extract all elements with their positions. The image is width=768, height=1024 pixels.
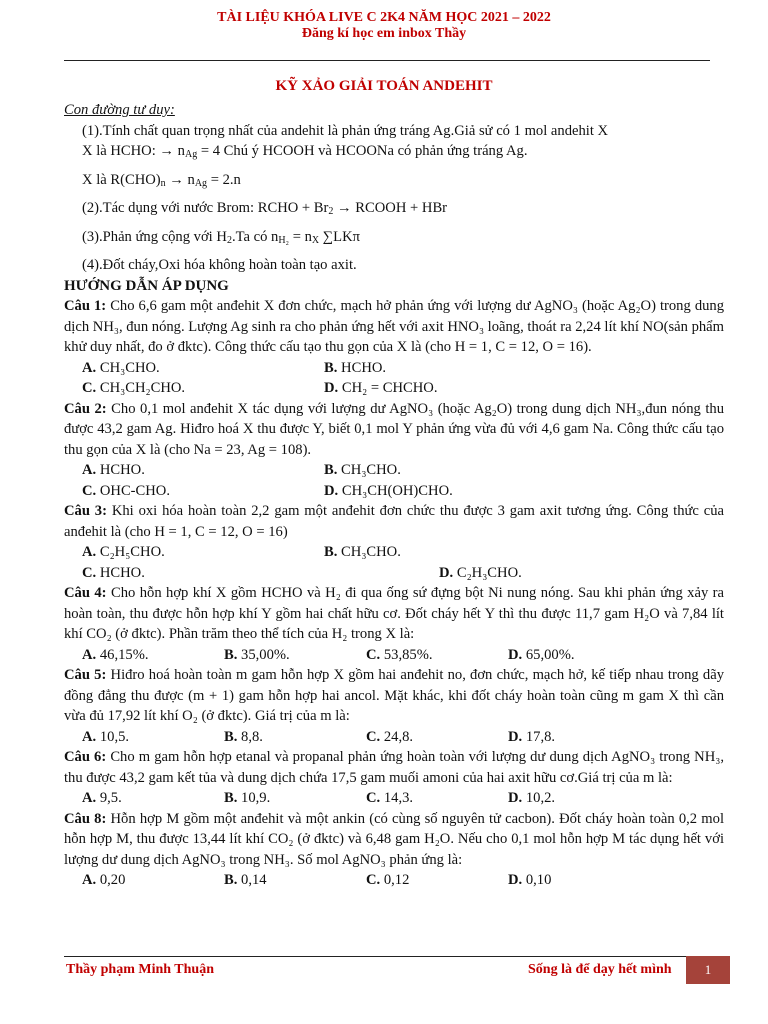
question-3-options-row1 xyxy=(64,542,724,563)
question-2-options-row2 xyxy=(64,481,724,502)
question-8: Câu 8: Hỗn hợp M gồm một anđehit và một ankin (có cùng số nguyên tử cacbon). Đốt cháy hoàn toàn 0,2 mol hỗn hợp M, thu được 13,44 lít khí CO₂ (ở đktc) và 6,48 gam H₂O. Nếu cho 0,1 mol hỗn hợp M tác dụng hết với lượng dư dung dịch AgNO₃ trong NH₃. Số mol AgNO₃ phản ứng là: xyxy=(64,810,724,868)
question-3: Câu 3: Khi oxi hóa hoàn toàn 2,2 gam một anđehit đơn chức thu được 3 gam axit tương ứng. Công thức của anđehit là (cho H = 1, C = 12, O = 16) xyxy=(64,503,724,540)
question-6: Câu 6: Cho m gam hỗn hợp etanal và propanal phản ứng hoàn toàn với lượng dư dung dịch AgNO₃ trong NH₃, thu được 43,2 gam kết tủa và dung dịch chứa 17,5 gam muối amoni của hai axit hữu cơ.Giá trị của m là: xyxy=(64,749,724,786)
option-c: C. OHC-CHO. xyxy=(82,482,170,499)
option-b: B. 8,8. xyxy=(224,728,263,745)
question-2: Câu 2: Cho 0,1 mol anđehit X tác dụng với lượng dư AgNO₃ (hoặc Ag₂O) trong dung dịch NH₃,đun nóng thu được 43,2 gam Ag. Hiđro hoá X thu được Y, biết 0,1 mol Y phản ứng vừa đủ với 4,6 gam Na. Công thức cấu tạo thu gọn của X là (cho Na = 23, Ag = 108). xyxy=(64,400,724,458)
question-5: Câu 5: Hiđro hoá hoàn toàn m gam hỗn hợp X gồm hai anđehit no, đơn chức, mạch hở, kế tiếp nhau trong dãy đồng đẳng thu được (m + 1) gam hỗn hợp hai ancol. Mặt khác, khi đốt cháy hoàn toàn cũng m gam X thì cần vừa đủ 17,92 lít khí O₂ (ở đktc). Giá trị của m là: xyxy=(64,667,724,724)
question-4: Câu 4: Cho hỗn hợp khí X gồm HCHO và H₂ đi qua ống sứ đựng bột Ni nung nóng. Sau khi phản ứng xảy ra hoàn toàn, thu được hỗn hợp khí Y gồm hai chất hữu cơ. Đốt cháy hết Y thì thu được 11,7 gam H₂O và 7,84 lít khí CO₂ (ở đktc). Phần trăm theo thể tích của H₂ trong X là: xyxy=(64,585,725,642)
option-d: D. 0,10 xyxy=(508,872,552,888)
theory-line-6: (4).Đốt cháy,Oxi hóa không hoàn toàn tạo axit. xyxy=(82,257,357,273)
guide-heading: HƯỚNG DẪN ÁP DỤNG xyxy=(64,277,229,294)
option-d: D. C₂H₃CHO. xyxy=(439,564,522,581)
option-d: D. 10,2. xyxy=(508,790,556,806)
header-course-title: TÀI LIỆU KHÓA LIVE C 2K4 NĂM HỌC 2021 – 2022 xyxy=(217,10,551,25)
question-8-options xyxy=(64,870,724,891)
option-a: A. 46,15%. xyxy=(82,646,149,663)
option-b: B. HCHO. xyxy=(324,359,387,376)
footer-divider xyxy=(64,956,730,957)
option-b: B. 10,9. xyxy=(224,790,271,806)
option-a: A. 9,5. xyxy=(82,790,122,806)
option-c: C. 24,8. xyxy=(366,728,414,745)
theory-line-5: (3).Phản ứng cộng với $H_2.Ta$ có $n_{H_2} = n_X$ ∑LKπ xyxy=(82,228,360,246)
option-a: A. HCHO. xyxy=(82,462,145,478)
option-a: A. CH₃CHO. xyxy=(82,359,160,376)
option-b: B. 35,00%. xyxy=(224,646,290,663)
question-2-options-row1 xyxy=(64,460,724,481)
option-b: B. 0,14 xyxy=(224,872,267,888)
option-c: C. CH₃CH₂CHO. xyxy=(82,380,186,396)
option-d: D. 17,8. xyxy=(508,728,556,745)
option-b: B. CH₃CHO. xyxy=(324,544,401,560)
option-d: D. 65,00%. xyxy=(508,646,575,663)
option-d: D. CH₃CH(OH)CHO. xyxy=(324,482,453,499)
theory-line-1: (1).Tính chất quan trọng nhất của andehit là phản ứng tráng Ag.Giả sử có 1 mol andehit X xyxy=(82,122,609,139)
question-4-options xyxy=(64,645,724,666)
option-c: C. HCHO. xyxy=(82,564,145,581)
question-3-options-row2 xyxy=(64,563,724,584)
option-c: C. 53,85%. xyxy=(366,646,433,663)
theory-line-3: X là $R(CHO)_n \to n_{Ag} = 2.n$ xyxy=(82,171,241,189)
question-1-options-row1 xyxy=(64,358,724,379)
question-6-options xyxy=(64,788,724,809)
document-body xyxy=(64,100,724,891)
option-a: A. 10,5. xyxy=(82,728,130,745)
option-d: D. CH₂ = CHCHO. xyxy=(324,380,438,396)
page-number: 1 xyxy=(686,956,730,984)
document-title: KỸ XẢO GIẢI TOÁN ANDEHIT xyxy=(275,78,493,94)
footer-author: Thầy phạm Minh Thuận xyxy=(66,962,214,977)
header-divider xyxy=(64,60,710,61)
theory-heading: Con đường tư duy: xyxy=(64,102,175,118)
header-register-note: Đăng kí học em inbox Thầy xyxy=(301,26,467,41)
option-a: A. 0,20 xyxy=(82,872,126,888)
question-1-options-row2 xyxy=(64,378,724,399)
question-1: Câu 1: Cho 6,6 gam một anđehit X đơn chức, mạch hở phản ứng với lượng dư AgNO₃ (hoặc Ag₂O) trong dung dịch NH₃, đun nóng. Lượng Ag sinh ra cho phản ứng hết với axit HNO₃ loãng, thoát ra 2,24 lít khí NO(sản phẩm khử duy nhất, đo ở đktc). Công thức cấu tạo thu gọn của X là (cho H = 1, C = 12, O = 16). xyxy=(64,298,725,355)
footer-motto: Sống là để dạy hết mình xyxy=(528,962,672,977)
theory-line-4: (2).Tác dụng với nước Brom: RCHO + $Br_2$ → RCOOH + HBr xyxy=(82,200,448,217)
question-5-options xyxy=(64,727,724,748)
option-b: B. CH₃CHO. xyxy=(324,462,401,478)
option-c: C. 14,3. xyxy=(366,790,414,806)
option-a: A. C₂H₅CHO. xyxy=(82,544,165,560)
theory-line-2: X là HCHO: → $n_{Ag} = 4$ Chú ý HCOOH và HCOONa có phản ứng tráng Ag. xyxy=(82,143,528,160)
option-c: C. 0,12 xyxy=(366,872,410,888)
